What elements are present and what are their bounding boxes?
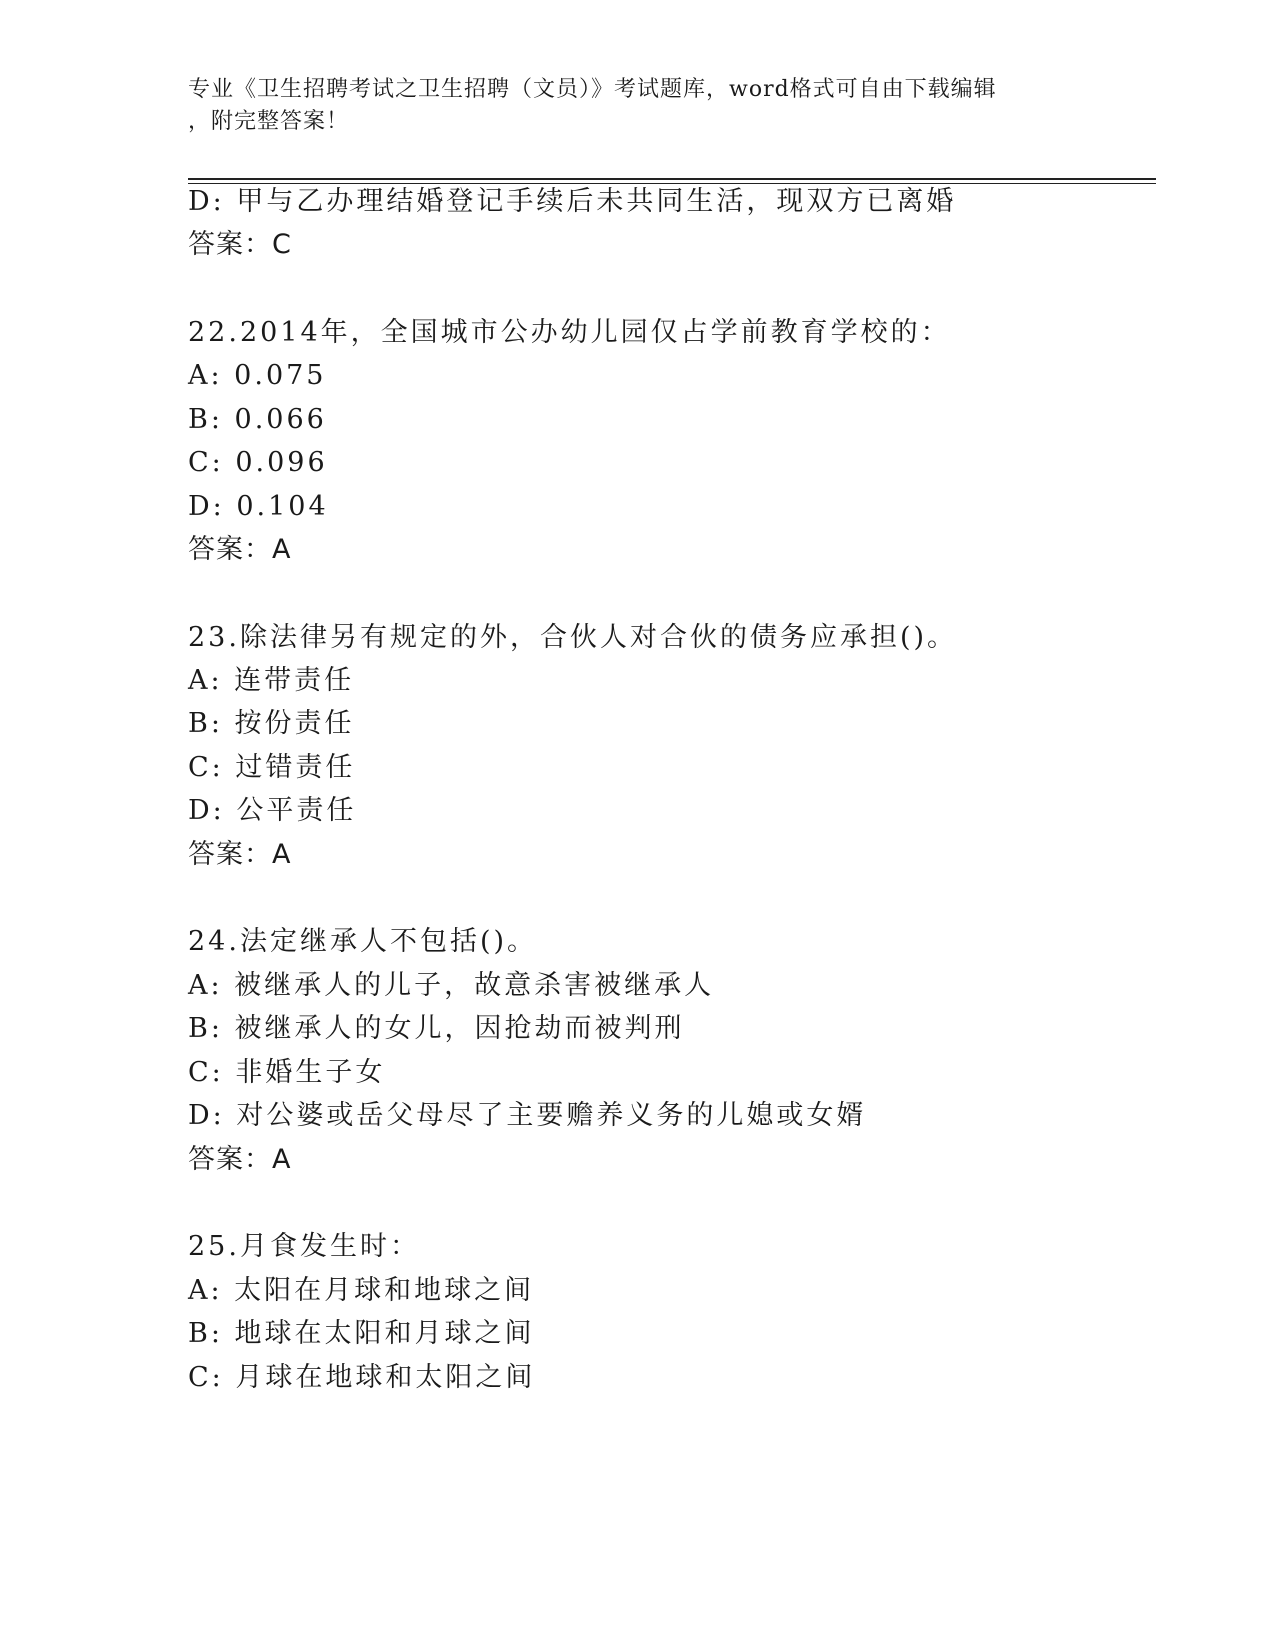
option-line: C: 月球在地球和太阳之间 [188, 1362, 536, 1393]
option-line: D: 公平责任 [188, 795, 357, 826]
question-line: 22.2014年，全国城市公办幼儿园仅占学前教育学校的： [188, 317, 951, 348]
option-line: B: 地球在太阳和月球之间 [188, 1318, 535, 1349]
document-header [188, 74, 1088, 138]
header-divider-thin [188, 183, 1156, 184]
option-line: D: 对公婆或岳父母尽了主要赡养义务的儿媳或女婿 [188, 1100, 867, 1131]
option-line: B: 被继承人的女儿，因抢劫而被判刑 [188, 1013, 685, 1044]
header-divider-thick [188, 178, 1156, 180]
question-line: 25.月食发生时： [188, 1231, 420, 1262]
option-line: A: 太阳在月球和地球之间 [188, 1275, 535, 1306]
option-line: B: 按份责任 [188, 708, 355, 739]
answer-line: 答案：A [188, 1144, 292, 1175]
option-line: A: 连带责任 [188, 665, 355, 696]
option-line: C: 0.096 [188, 447, 328, 478]
header-title-line1: 专业《卫生招聘考试之卫生招聘（文员）》考试题库，word格式可自由下载编辑 [188, 77, 997, 102]
option-line: C: 非婚生子女 [188, 1057, 386, 1088]
option-line: A: 0.075 [188, 360, 327, 391]
answer-line: 答案：A [188, 839, 292, 870]
option-line: D: 甲与乙办理结婚登记手续后未共同生活，现双方已离婚 [188, 186, 957, 217]
question-line: 23.除法律另有规定的外，合伙人对合伙的债务应承担()。 [188, 622, 958, 653]
header-title-line2: ，附完整答案！ [188, 109, 350, 134]
answer-line: 答案：A [188, 534, 292, 565]
question-line: 24.法定继承人不包括()。 [188, 926, 538, 957]
answer-line: 答案：C [188, 229, 292, 260]
option-line: D: 0.104 [188, 491, 329, 522]
option-line: C: 过错责任 [188, 752, 356, 783]
option-line: A: 被继承人的儿子，故意杀害被继承人 [188, 970, 715, 1001]
option-line: B: 0.066 [188, 404, 327, 435]
